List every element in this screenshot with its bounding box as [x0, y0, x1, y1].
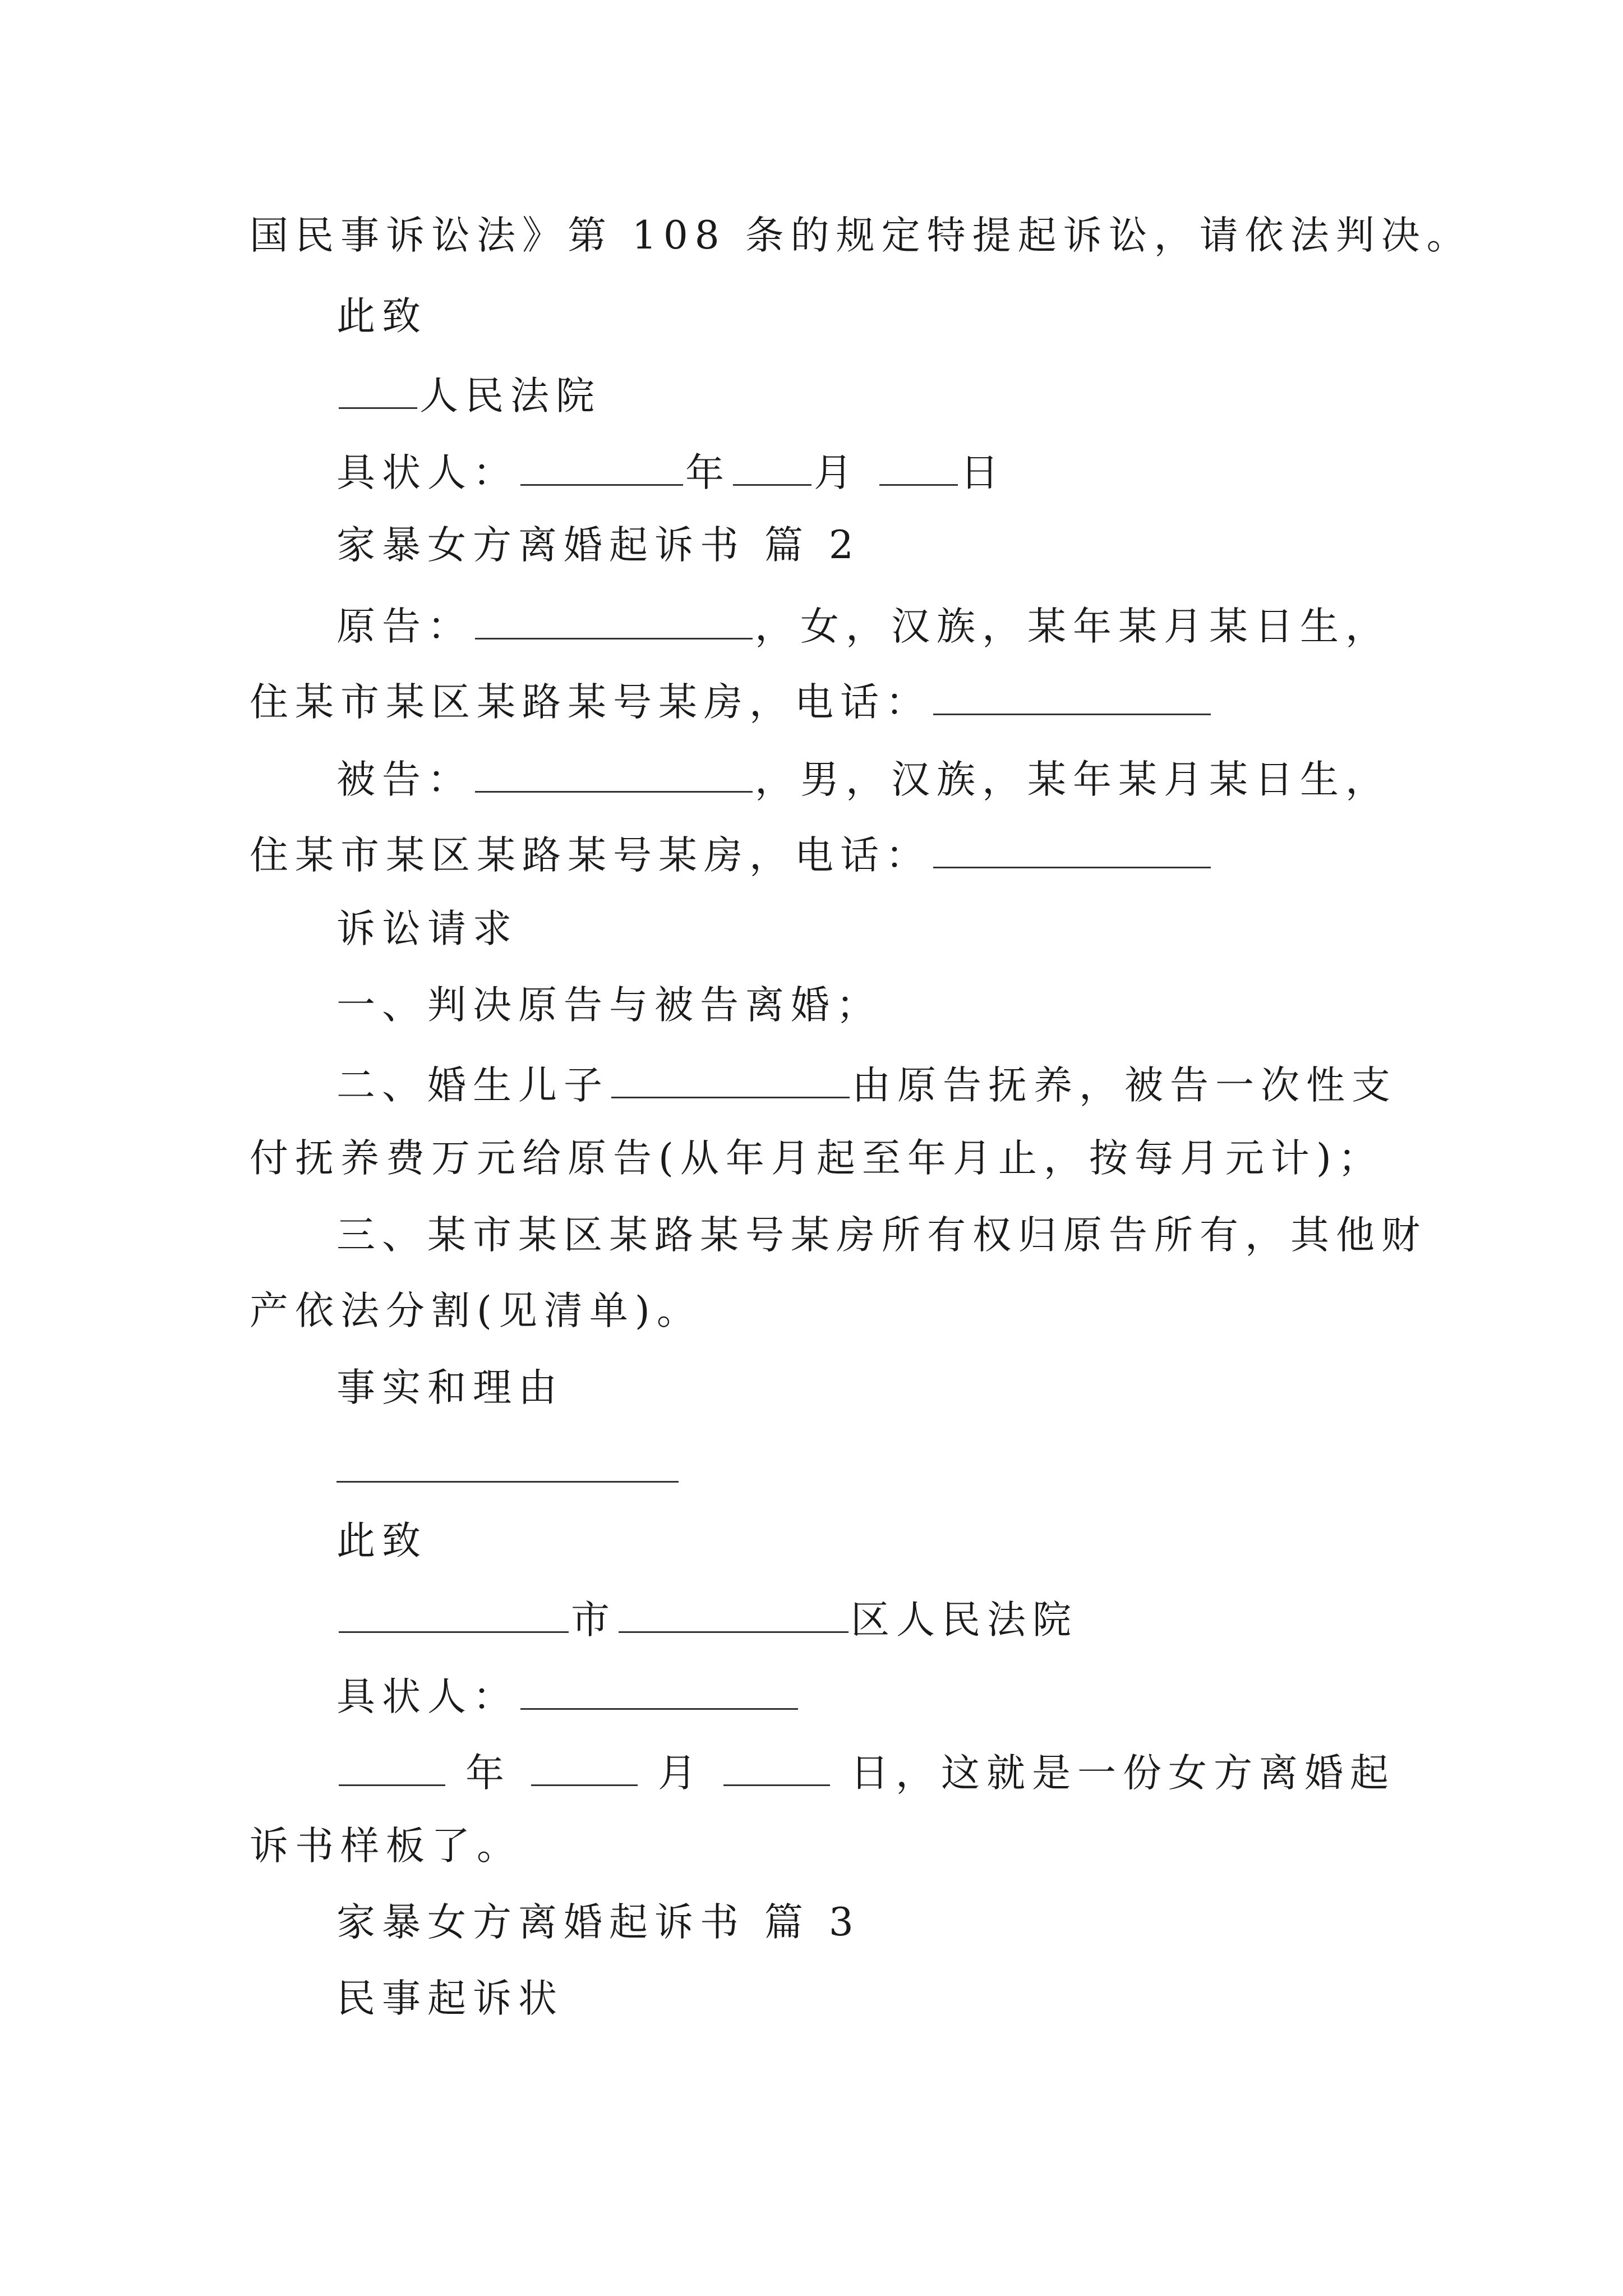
claim-text: 由原告抚养，被告一次性支	[852, 1063, 1397, 1108]
court-line	[336, 374, 601, 416]
court-label: 人民法院	[419, 374, 601, 418]
blank-field	[339, 1751, 445, 1786]
address-text: 住某市某区某路某号某房，电话：	[250, 680, 931, 725]
blank-field	[475, 604, 753, 639]
month-label: 月	[814, 450, 859, 495]
year-label: 年	[465, 1751, 511, 1796]
blank-field	[336, 1481, 679, 1483]
defendant-address-line	[250, 833, 1213, 878]
blank-field	[475, 757, 753, 793]
date-line	[336, 1751, 1395, 1796]
section-heading: 事实和理由	[336, 1365, 564, 1410]
text-line: 付抚养费万元给原告(从年月起至年月止，按每月元计)；	[250, 1136, 1384, 1181]
defendant-line	[336, 757, 1391, 802]
address-text: 住某市某区某路某号某房，电话：	[250, 833, 931, 878]
section-heading: 民事起诉状	[336, 1976, 564, 2021]
defendant-label: 被告：	[336, 757, 473, 802]
section-heading: 家暴女方离婚起诉书 篇 2	[336, 523, 860, 568]
salutation: 此致	[336, 1519, 427, 1563]
signature-date-line	[336, 450, 1006, 493]
blank-field	[339, 374, 417, 409]
signer-line	[336, 1674, 800, 1717]
month-label: 月	[658, 1751, 703, 1796]
blank-field	[339, 1598, 569, 1633]
claim-text: 二、婚生儿子	[336, 1063, 609, 1108]
claim-line	[336, 1063, 1397, 1108]
salutation: 此致	[336, 294, 427, 339]
signer-label: 具状人：	[336, 1674, 518, 1719]
blank-field	[933, 833, 1211, 868]
blank-field	[531, 1751, 638, 1786]
blank-field	[879, 450, 958, 486]
city-label: 市	[571, 1598, 616, 1642]
signer-label: 具状人：	[336, 450, 518, 495]
year-label: 年	[685, 450, 731, 495]
court-line	[336, 1598, 1078, 1640]
day-label: 日	[960, 450, 1006, 495]
defendant-details: ，男，汉族，某年某月某日生，	[755, 757, 1391, 802]
section-heading: 诉讼请求	[336, 907, 518, 951]
text-line: 产依法分割(见清单)。	[250, 1289, 702, 1333]
court-label: 区人民法院	[851, 1598, 1078, 1642]
blank-field	[611, 1063, 850, 1098]
blank-field	[933, 680, 1211, 715]
plaintiff-address-line	[250, 680, 1213, 725]
blank-field	[619, 1598, 849, 1633]
plaintiff-label: 原告：	[336, 604, 473, 649]
text-line: 国民事诉讼法》第 108 条的规定特提起诉讼，请依法判决。	[250, 213, 1472, 258]
text-line: 诉书样板了。	[250, 1824, 522, 1869]
plaintiff-line	[336, 604, 1391, 649]
blank-field	[733, 450, 811, 486]
plaintiff-details: ，女，汉族，某年某月某日生，	[755, 604, 1391, 649]
blank-field	[520, 1674, 798, 1710]
section-heading: 家暴女方离婚起诉书 篇 3	[336, 1900, 860, 1945]
text-line: 一、判决原告与被告离婚；	[336, 983, 882, 1028]
blank-field	[723, 1751, 830, 1786]
date-tail-text: 日，这就是一份女方离婚起	[850, 1751, 1395, 1796]
text-line: 三、某市某区某路某号某房所有权归原告所有，其他财	[336, 1213, 1427, 1258]
blank-field	[520, 450, 683, 486]
